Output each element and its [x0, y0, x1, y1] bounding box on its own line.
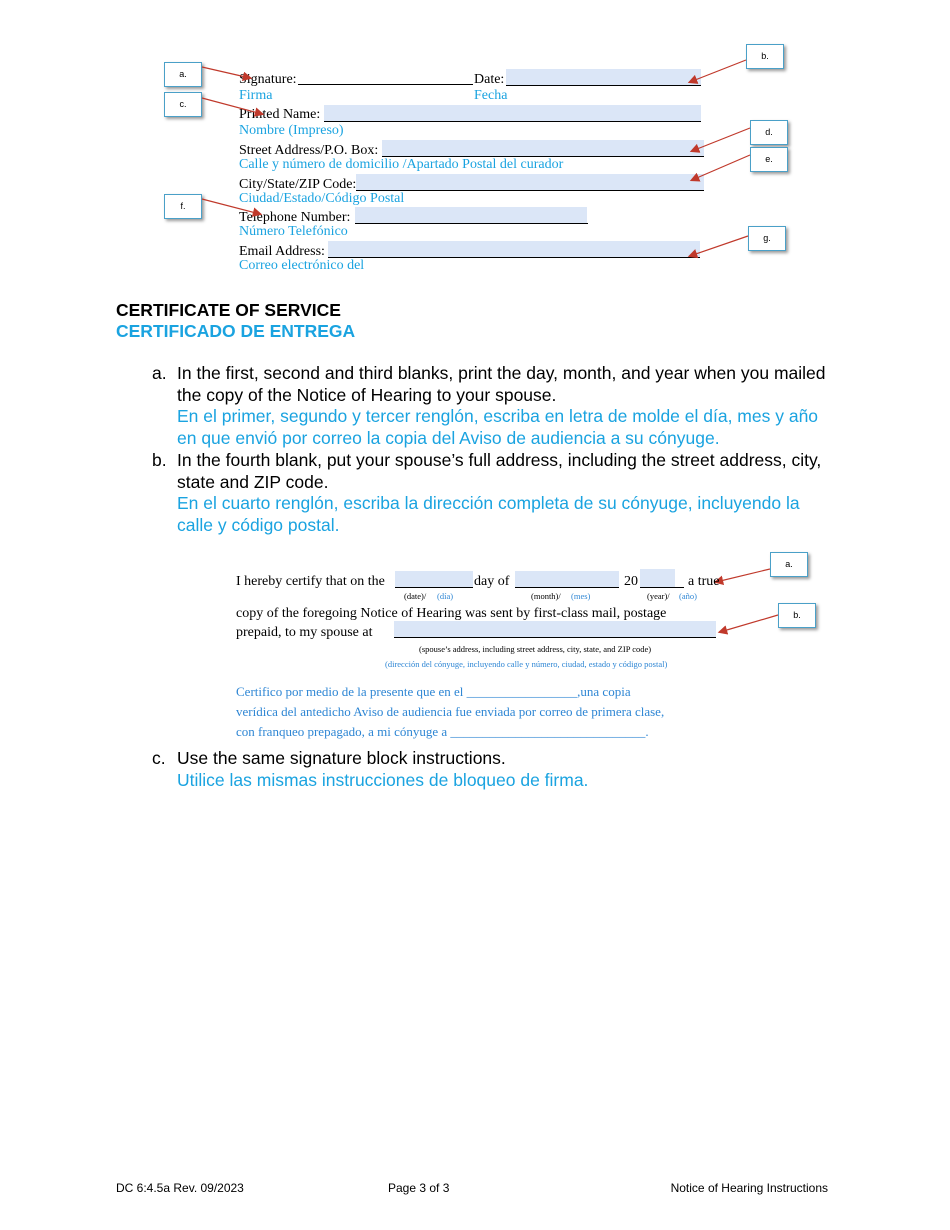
email-label-es: Correo electrónico del	[239, 258, 365, 273]
cert-date-label-es: (día)	[437, 591, 454, 601]
callout-b: b.	[746, 44, 784, 69]
section-title: CERTIFICATE OF SERVICE	[116, 300, 341, 320]
instruction-b-marker: b.	[152, 450, 167, 470]
instruction-a-en: In the first, second and third blanks, print the day, month, and year when you mailed the copy of the Notice of Hearing to your spouse.	[177, 363, 826, 405]
date-label: Date:	[474, 72, 505, 87]
instruction-a-marker: a.	[152, 363, 167, 383]
instruction-c-en: Use the same signature block instructions.	[177, 748, 506, 768]
footer-doc-title: Notice of Hearing Instructions	[670, 1181, 828, 1195]
cert-es-line1: Certifico por medio de la presente que en el _________________,una copia	[236, 684, 631, 699]
cert-address-label-es: (dirección del cónyuge, incluyendo calle y número, ciudad, estado y código postal)	[385, 659, 668, 669]
cert-line1-a: I hereby certify that on the	[236, 574, 385, 589]
callout-a: a.	[164, 62, 202, 87]
instruction-b-es: En el cuarto renglón, escriba la dirección completa de su cónyuge, incluyendo la calle y código postal.	[177, 493, 800, 535]
telephone-label-es: Número Telefónico	[239, 224, 348, 239]
cert-day-line	[395, 587, 473, 588]
instruction-a	[177, 363, 837, 449]
cert-month-field[interactable]	[515, 571, 619, 588]
cert-month-label: (month)/	[531, 591, 561, 601]
callout-g: g.	[748, 226, 786, 251]
cert-day-field[interactable]	[395, 571, 473, 588]
cert-year-field[interactable]	[640, 569, 675, 588]
callout-d: d.	[750, 120, 788, 145]
cert-line1-c: 20	[624, 574, 638, 589]
cert-es-line3: con franqueo prepagado, a mi cónyuge a ______________________________.	[236, 724, 649, 739]
cert-callout-b: b.	[778, 603, 816, 628]
cert-address-label: (spouse’s address, including street address, city, state, and ZIP code)	[419, 644, 652, 654]
footer-form-number: DC 6:4.5a Rev. 09/2023	[116, 1181, 244, 1195]
section-title-es: CERTIFICADO DE ENTREGA	[116, 321, 356, 341]
cert-year-line	[640, 587, 684, 588]
printed-name-label: Printed Name:	[239, 107, 321, 122]
street-address-label: Street Address/P.O. Box:	[239, 143, 379, 158]
footer-page-number: Page 3 of 3	[388, 1181, 450, 1195]
city-state-zip-label-es: Ciudad/Estado/Código Postal	[239, 191, 405, 206]
cert-callout-a: a.	[770, 552, 808, 577]
instruction-a-es: En el primer, segundo y tercer renglón, escriba en letra de molde el día, mes y año en que envió por correo la copia del Aviso de audiencia a su cónyuge.	[177, 406, 819, 448]
cert-line3: prepaid, to my spouse at	[236, 625, 373, 640]
instruction-c	[177, 748, 837, 791]
cert-line1-b: day of	[474, 574, 510, 589]
cert-year-label-es: (año)	[679, 591, 697, 601]
city-state-zip-label: City/State/ZIP Code:	[239, 177, 357, 192]
cert-month-label-es: (mes)	[571, 591, 591, 601]
cert-address-field[interactable]	[394, 621, 716, 638]
callout-e: e.	[750, 147, 788, 172]
printed-name-label-es: Nombre (Impreso)	[239, 123, 344, 138]
email-label: Email Address:	[239, 244, 325, 259]
signature-label: Signature:	[239, 72, 297, 87]
instruction-b	[177, 450, 837, 536]
callout-f: f.	[164, 194, 202, 219]
cert-es-line2: verídica del antedicho Aviso de audiencia fue enviada por correo de primera clase,	[236, 704, 665, 719]
callout-c: c.	[164, 92, 202, 117]
cert-year-label: (year)/	[647, 591, 670, 601]
street-address-label-es: Calle y número de domicilio /Apartado Postal del curador	[239, 157, 564, 172]
instruction-c-marker: c.	[152, 748, 166, 768]
signature-label-es: Firma	[239, 88, 273, 103]
date-label-es: Fecha	[474, 88, 508, 103]
instruction-c-es: Utilice las mismas instrucciones de bloqueo de firma.	[177, 769, 589, 790]
telephone-label: Telephone Number:	[239, 210, 351, 225]
instruction-b-en: In the fourth blank, put your spouse’s full address, including the street address, city, state and ZIP code.	[177, 450, 822, 492]
cert-address-line	[394, 637, 716, 638]
cert-line1-d: a true	[688, 574, 720, 589]
cert-line2: copy of the foregoing Notice of Hearing was sent by first-class mail, postage	[236, 606, 667, 621]
cert-date-label: (date)/	[404, 591, 427, 601]
cert-month-line	[515, 587, 619, 588]
